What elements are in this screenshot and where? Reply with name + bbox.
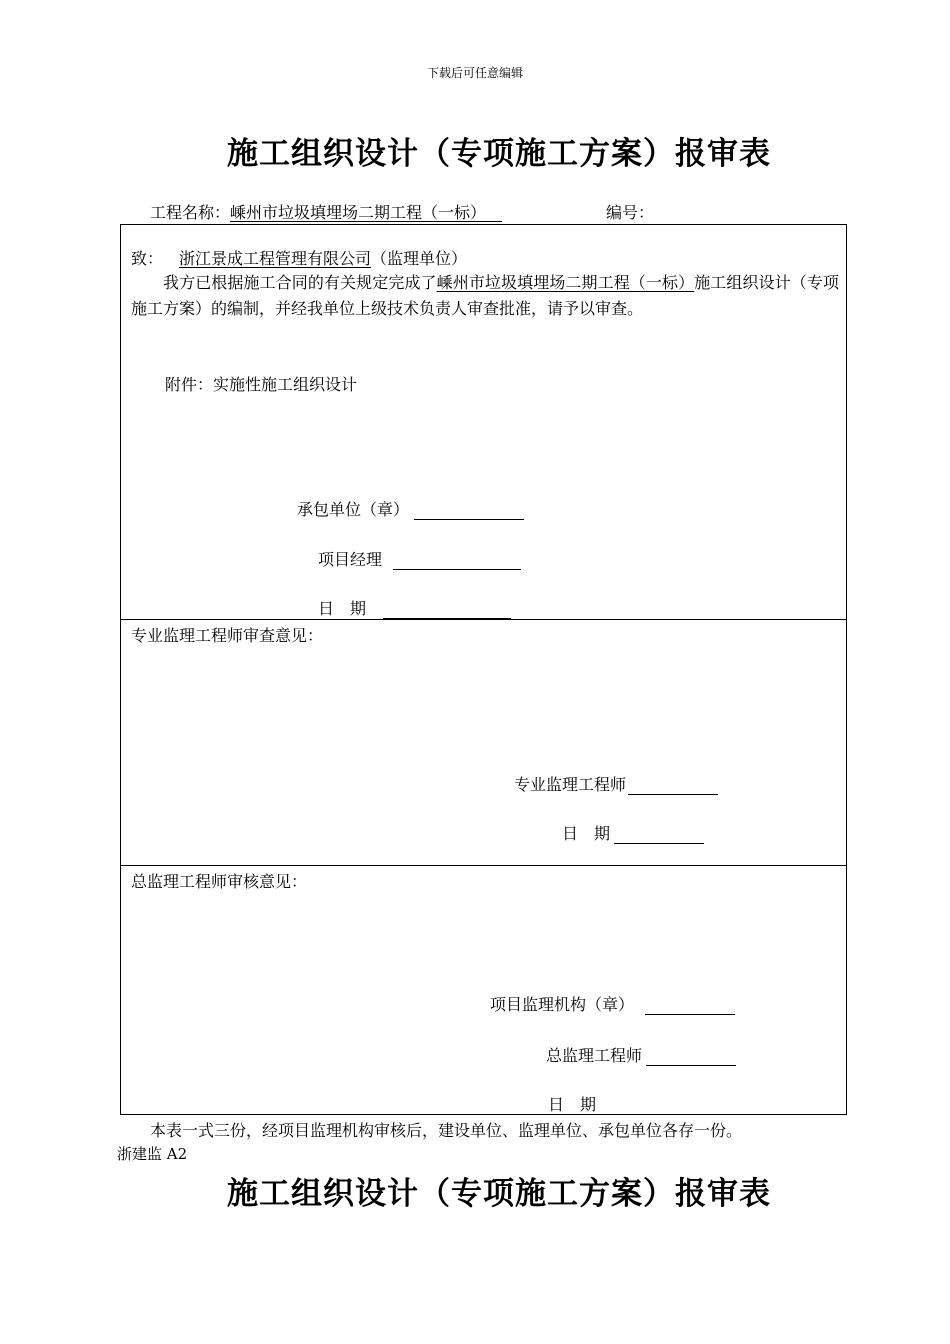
date-blank[interactable] — [600, 1096, 690, 1115]
paragraph-text-2: 施工组织设计（专项施工方案）的编制，并经我单位上级技术负责人审查批准，请予以审查。 — [131, 273, 839, 318]
project-name-value: 嵊州市垃圾填埋场二期工程（一标） — [230, 203, 487, 222]
form-number-label: 编号： — [606, 203, 655, 222]
contractor-sign-row — [297, 497, 524, 520]
form-table — [120, 224, 847, 1115]
paragraph-text-1: 我方已根据施工合同的有关规定完成了 — [163, 273, 437, 292]
form-code: 浙建监 A2 — [117, 1145, 188, 1163]
contractor-signature-blank[interactable] — [414, 501, 524, 520]
attachment-line: 附件：实施性施工组织设计 — [165, 375, 358, 394]
engineer-sign-row — [514, 772, 718, 795]
project-name-label: 工程名称： — [150, 203, 231, 222]
date-label: 日 期 — [318, 599, 367, 618]
specialist-review-heading: 专业监理工程师审查意见： — [131, 626, 324, 645]
date-label: 日 期 — [548, 1095, 597, 1114]
pm-signature-blank[interactable] — [393, 551, 521, 570]
supervisor-unit: 浙江景成工程管理有限公司 — [179, 249, 372, 268]
chief-review-heading: 总监理工程师审核意见： — [131, 872, 308, 891]
engineer-signature-blank[interactable] — [628, 776, 718, 795]
org-seal-blank[interactable] — [645, 996, 735, 1015]
chief-label: 总监理工程师 — [546, 1046, 643, 1065]
date-blank[interactable] — [614, 825, 704, 844]
contractor-label: 承包单位（章） — [297, 500, 410, 519]
section-divider — [120, 865, 847, 866]
document-title-next-page: 施工组织设计（专项施工方案）报审表 — [227, 1176, 771, 1212]
document-title: 施工组织设计（专项施工方案）报审表 — [227, 136, 771, 172]
copies-note: 本表一式三份，经项目监理机构审核后，建设单位、监理单位、承包单位各存一份。 — [150, 1121, 743, 1140]
pm-sign-row — [318, 547, 521, 570]
pm-label: 项目经理 — [318, 550, 383, 569]
header-note: 下载后可任意编辑 — [426, 66, 523, 80]
addressee-prefix: 致： — [131, 249, 164, 268]
supervisor-unit-suffix: （监理单位） — [371, 249, 468, 268]
chief-sign-row — [546, 1043, 736, 1066]
chief-signature-blank[interactable] — [646, 1047, 736, 1066]
date-row-2 — [562, 821, 704, 844]
project-name-row — [150, 200, 502, 223]
engineer-label: 专业监理工程师 — [514, 775, 627, 794]
date-blank[interactable] — [383, 600, 511, 619]
date-row-1 — [318, 596, 511, 619]
addressee-line — [131, 246, 467, 269]
section-divider — [120, 619, 847, 620]
date-row-3 — [548, 1092, 690, 1115]
org-sign-row — [490, 992, 735, 1015]
application-paragraph — [131, 270, 839, 322]
org-label: 项目监理机构（章） — [490, 995, 635, 1014]
paragraph-project-name: 嵊州市垃圾填埋场二期工程（一标） — [436, 273, 695, 292]
date-label: 日 期 — [562, 824, 611, 843]
